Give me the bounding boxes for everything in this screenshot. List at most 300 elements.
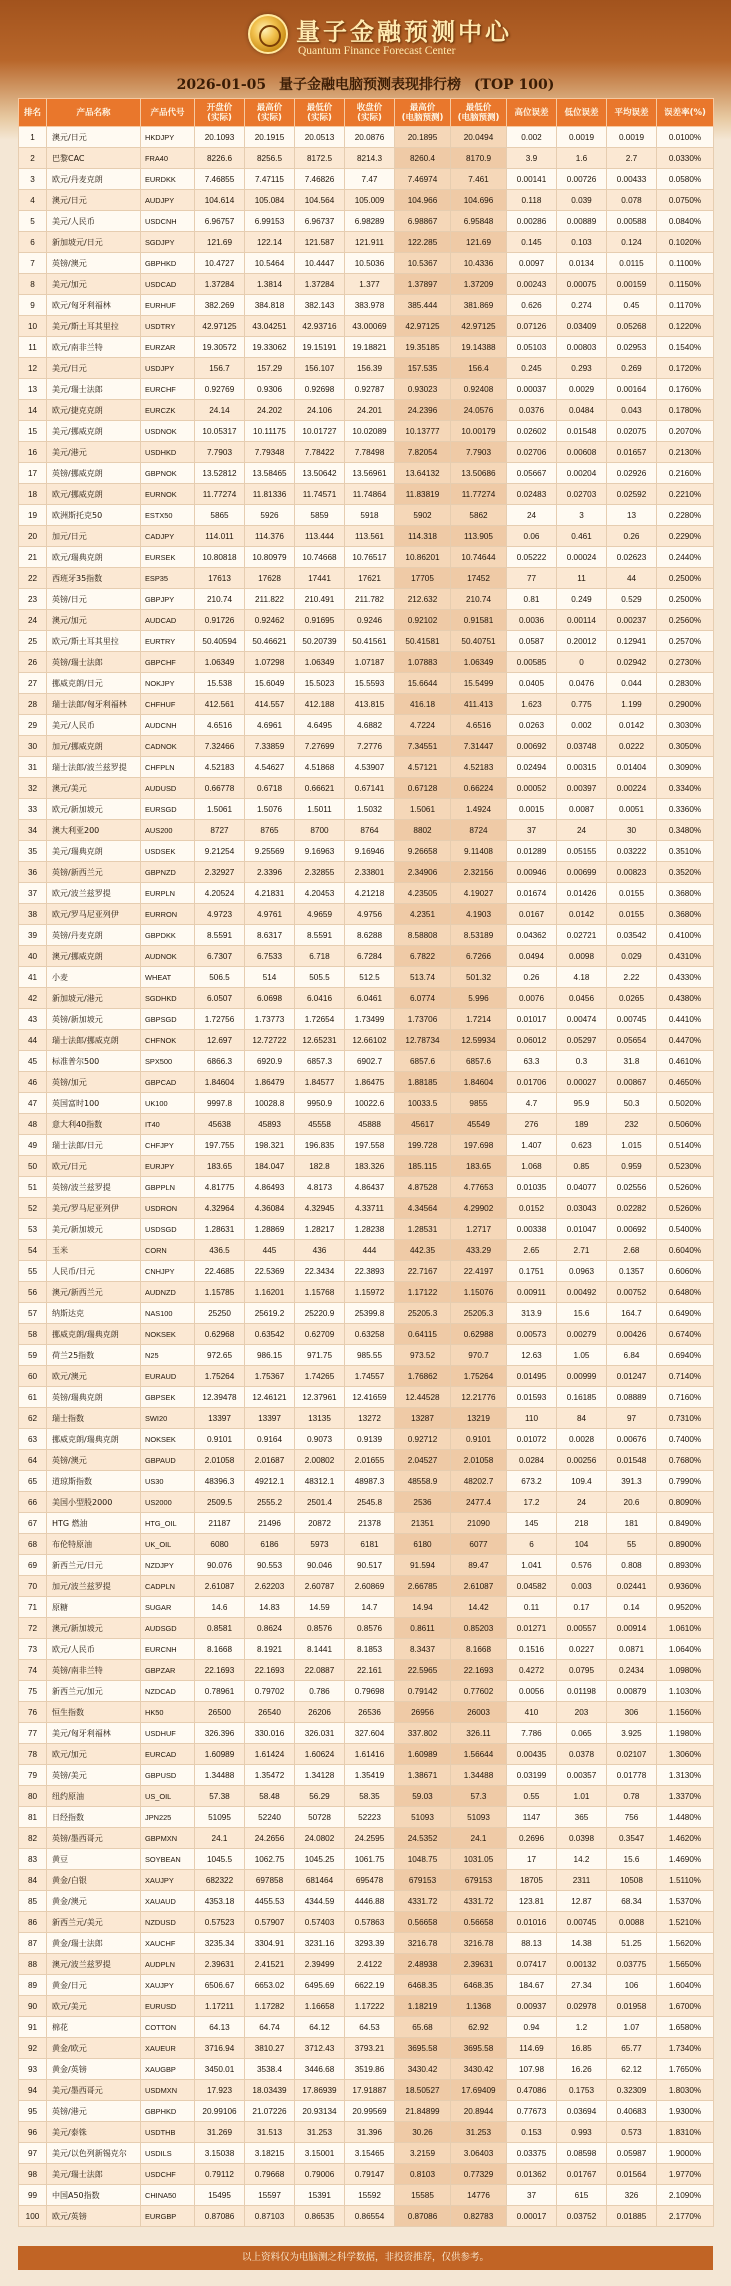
cell-open-price: 114.011	[195, 526, 245, 547]
cell-low-error: 0.00803	[557, 337, 607, 358]
cell-open-price: 4.32964	[195, 1198, 245, 1219]
cell-product-code: ESTX50	[141, 505, 195, 526]
table-body	[19, 127, 714, 2227]
cell-pred-low: 13.50686	[451, 463, 507, 484]
cell-error-rate: 0.3480%	[657, 820, 714, 841]
cell-open-price: 506.5	[195, 967, 245, 988]
table-row	[19, 1975, 714, 1996]
cell-pred-low: 0.66224	[451, 778, 507, 799]
cell-open-price: 8.1668	[195, 1639, 245, 1660]
cell-pred-high: 6.0774	[395, 988, 451, 1009]
cell-pred-high: 0.92102	[395, 610, 451, 631]
cell-pred-low: 1031.05	[451, 1849, 507, 1870]
table-row	[19, 463, 714, 484]
cell-rank: 6	[19, 232, 47, 253]
cell-close-price: 26536	[345, 1702, 395, 1723]
cell-open-price: 3716.94	[195, 2038, 245, 2059]
cell-open-price: 0.87086	[195, 2206, 245, 2227]
cell-rank: 70	[19, 1576, 47, 1597]
cell-error-rate: 0.1150%	[657, 274, 714, 295]
cell-rank: 73	[19, 1639, 47, 1660]
cell-low-error: 0.0134	[557, 253, 607, 274]
cell-high-price: 0.79702	[245, 1681, 295, 1702]
table-row	[19, 1996, 714, 2017]
cell-pred-high: 18.50527	[395, 2080, 451, 2101]
cell-pred-high: 3216.78	[395, 1933, 451, 1954]
cell-pred-high: 114.318	[395, 526, 451, 547]
cell-error-rate: 0.6040%	[657, 1240, 714, 1261]
cell-error-rate: 1.5210%	[657, 1912, 714, 1933]
cell-product-code: NOKJPY	[141, 673, 195, 694]
cell-rank: 89	[19, 1975, 47, 1996]
cell-low-error: 0.249	[557, 589, 607, 610]
cell-high-price: 1.28869	[245, 1219, 295, 1240]
cell-high-error: 114.69	[507, 2038, 557, 2059]
cell-high-error: 0.00243	[507, 274, 557, 295]
cell-product-name: 欧元/罗马尼亚列伊	[47, 904, 141, 925]
cell-pred-low: 45549	[451, 1114, 507, 1135]
cell-low-error: 0.00204	[557, 463, 607, 484]
cell-close-price: 8.6288	[345, 925, 395, 946]
cell-open-price: 15495	[195, 2185, 245, 2206]
cell-avg-error: 10508	[607, 1870, 657, 1891]
cell-rank: 93	[19, 2059, 47, 2080]
cell-high-error: 184.67	[507, 1975, 557, 1996]
cell-error-rate: 0.4470%	[657, 1030, 714, 1051]
cell-product-name: 澳元/挪威克朗	[47, 946, 141, 967]
cell-close-price: 3293.39	[345, 1933, 395, 1954]
cell-low-error: 0.0098	[557, 946, 607, 967]
cell-product-name: 欧洲斯托克50	[47, 505, 141, 526]
cell-high-error: 0.55	[507, 1786, 557, 1807]
cell-pred-high: 24.5352	[395, 1828, 451, 1849]
cell-error-rate: 0.2160%	[657, 463, 714, 484]
cell-close-price: 14.7	[345, 1597, 395, 1618]
cell-product-code: EURRON	[141, 904, 195, 925]
cell-high-error: 0.00017	[507, 2206, 557, 2227]
cell-low-price: 13.50642	[295, 463, 345, 484]
cell-high-price: 1.17282	[245, 1996, 295, 2017]
cell-product-code: GBPNOK	[141, 463, 195, 484]
table-row	[19, 1177, 714, 1198]
ranking-table-container	[18, 98, 713, 2227]
cell-low-price: 156.107	[295, 358, 345, 379]
cell-rank: 75	[19, 1681, 47, 1702]
table-row	[19, 1051, 714, 1072]
cell-pred-high: 8.3437	[395, 1639, 451, 1660]
cell-error-rate: 0.4100%	[657, 925, 714, 946]
cell-high-error: 0.00338	[507, 1219, 557, 1240]
cell-high-error: 0.00435	[507, 1744, 557, 1765]
cell-error-rate: 0.2560%	[657, 610, 714, 631]
cell-avg-error: 2.68	[607, 1240, 657, 1261]
cell-product-name: 黄金/瑞士法郎	[47, 1933, 141, 1954]
cell-high-error: 0.01289	[507, 841, 557, 862]
table-row	[19, 736, 714, 757]
cell-product-code: XAUCHF	[141, 1933, 195, 1954]
cell-high-error: 4.7	[507, 1093, 557, 1114]
cell-open-price: 11.77274	[195, 484, 245, 505]
cell-error-rate: 0.6480%	[657, 1282, 714, 1303]
cell-high-price: 0.57907	[245, 1912, 295, 1933]
cell-pred-high: 1.5061	[395, 799, 451, 820]
cell-pred-low: 3216.78	[451, 1933, 507, 1954]
cell-open-price: 156.7	[195, 358, 245, 379]
cell-high-price: 8765	[245, 820, 295, 841]
cell-pred-high: 2536	[395, 1492, 451, 1513]
table-row	[19, 169, 714, 190]
cell-rank: 45	[19, 1051, 47, 1072]
cell-low-error: 0.01198	[557, 1681, 607, 1702]
cell-open-price: 9.21254	[195, 841, 245, 862]
cell-open-price: 10.4727	[195, 253, 245, 274]
cell-product-code: USDSEK	[141, 841, 195, 862]
cell-high-error: 0.00911	[507, 1282, 557, 1303]
cell-product-code: COTTON	[141, 2017, 195, 2038]
cell-open-price: 4.81775	[195, 1177, 245, 1198]
cell-low-error: 0.20012	[557, 631, 607, 652]
cell-high-error: 2.65	[507, 1240, 557, 1261]
cell-error-rate: 0.3090%	[657, 757, 714, 778]
cell-high-error: 0.01593	[507, 1387, 557, 1408]
cell-error-rate: 0.5230%	[657, 1156, 714, 1177]
cell-close-price: 20.0876	[345, 127, 395, 148]
table-row	[19, 631, 714, 652]
cell-open-price: 24.14	[195, 400, 245, 421]
table-row	[19, 526, 714, 547]
cell-product-code: NAS100	[141, 1303, 195, 1324]
cell-low-price: 4.20453	[295, 883, 345, 904]
cell-error-rate: 0.5140%	[657, 1135, 714, 1156]
cell-avg-error: 0.0265	[607, 988, 657, 1009]
cell-open-price: 31.269	[195, 2122, 245, 2143]
cell-high-error: 0.145	[507, 232, 557, 253]
cell-pred-high: 2.04527	[395, 1450, 451, 1471]
cell-high-error: 0.06	[507, 526, 557, 547]
cell-low-price: 436	[295, 1240, 345, 1261]
cell-error-rate: 0.0580%	[657, 169, 714, 190]
cell-rank: 29	[19, 715, 47, 736]
cell-pred-low: 31.253	[451, 2122, 507, 2143]
cell-close-price: 20.99569	[345, 2101, 395, 2122]
cell-pred-high: 1.37897	[395, 274, 451, 295]
cell-error-rate: 1.0640%	[657, 1639, 714, 1660]
cell-pred-low: 42.97125	[451, 316, 507, 337]
cell-open-price: 17613	[195, 568, 245, 589]
cell-product-code: SGDJPY	[141, 232, 195, 253]
cell-open-price: 3.15038	[195, 2143, 245, 2164]
cell-pred-high: 0.67128	[395, 778, 451, 799]
cell-error-rate: 1.9000%	[657, 2143, 714, 2164]
cell-low-price: 24.106	[295, 400, 345, 421]
table-row	[19, 1870, 714, 1891]
cell-product-code: WHEAT	[141, 967, 195, 988]
cell-avg-error: 0.808	[607, 1555, 657, 1576]
cell-pred-high: 104.966	[395, 190, 451, 211]
cell-rank: 85	[19, 1891, 47, 1912]
cell-low-error: 24	[557, 1492, 607, 1513]
cell-high-price: 697858	[245, 1870, 295, 1891]
cell-low-price: 412.188	[295, 694, 345, 715]
cell-pred-low: 0.91581	[451, 610, 507, 631]
cell-avg-error: 391.3	[607, 1471, 657, 1492]
table-row	[19, 442, 714, 463]
cell-pred-high: 0.93023	[395, 379, 451, 400]
table-row	[19, 1534, 714, 1555]
table-row	[19, 295, 714, 316]
cell-avg-error: 0.0871	[607, 1639, 657, 1660]
cell-error-rate: 1.6040%	[657, 1975, 714, 1996]
cell-low-error: 0	[557, 652, 607, 673]
cell-error-rate: 1.5650%	[657, 1954, 714, 1975]
cell-rank: 97	[19, 2143, 47, 2164]
cell-avg-error: 0.01564	[607, 2164, 657, 2185]
cell-avg-error: 0.0155	[607, 883, 657, 904]
cell-product-name: 澳元/新加坡元	[47, 1618, 141, 1639]
cell-high-error: 0.0376	[507, 400, 557, 421]
cell-low-error: 4.18	[557, 967, 607, 988]
cell-low-error: 16.85	[557, 2038, 607, 2059]
cell-error-rate: 0.2280%	[657, 505, 714, 526]
cell-low-price: 9950.9	[295, 1093, 345, 1114]
cell-open-price: 10.80818	[195, 547, 245, 568]
cell-low-price: 56.29	[295, 1786, 345, 1807]
cell-avg-error: 106	[607, 1975, 657, 1996]
title-text: 量子金融电脑预测表现排行榜	[279, 77, 462, 93]
cell-open-price: 1.28631	[195, 1219, 245, 1240]
cell-high-error: 0.0263	[507, 715, 557, 736]
cell-product-code: CADPLN	[141, 1576, 195, 1597]
cell-error-rate: 1.3060%	[657, 1744, 714, 1765]
table-row	[19, 988, 714, 1009]
table-row	[19, 1198, 714, 1219]
cell-low-error: 0.05155	[557, 841, 607, 862]
cell-avg-error: 756	[607, 1807, 657, 1828]
cell-product-name: 欧元/斯土耳其里拉	[47, 631, 141, 652]
cell-low-error: 0.00315	[557, 757, 607, 778]
cell-low-price: 4.8173	[295, 1177, 345, 1198]
cell-low-error: 0.576	[557, 1555, 607, 1576]
cell-pred-low: 4.77653	[451, 1177, 507, 1198]
cell-high-price: 0.79668	[245, 2164, 295, 2185]
cell-avg-error: 44	[607, 568, 657, 589]
cell-rank: 24	[19, 610, 47, 631]
cell-product-name: 英镑/澳元	[47, 253, 141, 274]
cell-pred-low: 104.696	[451, 190, 507, 211]
cell-close-price: 4.9756	[345, 904, 395, 925]
cell-pred-high: 13.64132	[395, 463, 451, 484]
cell-high-error: 3.9	[507, 148, 557, 169]
cell-product-code: EURHUF	[141, 295, 195, 316]
cell-low-price: 1.06349	[295, 652, 345, 673]
cell-low-price: 1.28217	[295, 1219, 345, 1240]
cell-close-price: 6.98289	[345, 211, 395, 232]
cell-low-price: 6857.3	[295, 1051, 345, 1072]
cell-close-price: 64.53	[345, 2017, 395, 2038]
cell-low-error: 0.04077	[557, 1177, 607, 1198]
cell-error-rate: 1.0980%	[657, 1660, 714, 1681]
cell-avg-error: 50.3	[607, 1093, 657, 1114]
cell-avg-error: 0.3547	[607, 1828, 657, 1849]
cell-open-price: 57.38	[195, 1786, 245, 1807]
cell-product-name: 欧元/波兰兹罗提	[47, 883, 141, 904]
cell-close-price: 52223	[345, 1807, 395, 1828]
cell-high-error: 0.01016	[507, 1912, 557, 1933]
cell-rank: 12	[19, 358, 47, 379]
cell-low-price: 1.60624	[295, 1744, 345, 1765]
cell-low-price: 50.20739	[295, 631, 345, 652]
cell-product-name: 加元/挪威克朗	[47, 736, 141, 757]
table-row	[19, 778, 714, 799]
cell-product-code: CHFHUF	[141, 694, 195, 715]
cell-pred-high: 6468.35	[395, 1975, 451, 1996]
cell-product-code: EURCNH	[141, 1639, 195, 1660]
table-row	[19, 1282, 714, 1303]
cell-low-error: 0.103	[557, 232, 607, 253]
cell-low-error: 0.0378	[557, 1744, 607, 1765]
cell-rank: 87	[19, 1933, 47, 1954]
column-header-avg-error: 平均误差	[607, 99, 657, 127]
cell-product-code: HKDJPY	[141, 127, 195, 148]
cell-product-code: EURUSD	[141, 1996, 195, 2017]
cell-pred-high: 7.34551	[395, 736, 451, 757]
cell-high-error: 0.0076	[507, 988, 557, 1009]
cell-high-error: 0.81	[507, 589, 557, 610]
cell-low-error: 0.0484	[557, 400, 607, 421]
cell-low-error: 0.0227	[557, 1639, 607, 1660]
cell-high-error: 0.05667	[507, 463, 557, 484]
cell-high-error: 110	[507, 1408, 557, 1429]
cell-pred-high: 1.60989	[395, 1744, 451, 1765]
cell-close-price: 1.5032	[345, 799, 395, 820]
cell-product-name: HTG 燃油	[47, 1513, 141, 1534]
cell-rank: 53	[19, 1219, 47, 1240]
cell-high-price: 17628	[245, 568, 295, 589]
table-row	[19, 1639, 714, 1660]
cell-error-rate: 0.8930%	[657, 1555, 714, 1576]
cell-low-price: 19.15191	[295, 337, 345, 358]
cell-rank: 69	[19, 1555, 47, 1576]
cell-error-rate: 1.1980%	[657, 1723, 714, 1744]
cell-pred-high: 24.2396	[395, 400, 451, 421]
cell-pred-high: 6.98867	[395, 211, 451, 232]
cell-pred-high: 12.44528	[395, 1387, 451, 1408]
cell-pred-low: 6468.35	[451, 1975, 507, 1996]
cell-open-price: 4.6516	[195, 715, 245, 736]
cell-avg-error: 2.7	[607, 148, 657, 169]
cell-high-price: 1.3814	[245, 274, 295, 295]
cell-close-price: 6181	[345, 1534, 395, 1555]
cell-open-price: 7.7903	[195, 442, 245, 463]
cell-pred-high: 4.2351	[395, 904, 451, 925]
cell-avg-error: 0.02282	[607, 1198, 657, 1219]
cell-product-name: 欧元/加元	[47, 1744, 141, 1765]
cell-error-rate: 1.6700%	[657, 1996, 714, 2017]
cell-product-name: 英镑/墨西哥元	[47, 1828, 141, 1849]
cell-high-price: 19.33062	[245, 337, 295, 358]
cell-product-code: ESP35	[141, 568, 195, 589]
cell-low-error: 16.26	[557, 2059, 607, 2080]
cell-high-price: 43.04251	[245, 316, 295, 337]
cell-open-price: 90.076	[195, 1555, 245, 1576]
cell-avg-error: 0.00745	[607, 1009, 657, 1030]
cell-product-name: 玉米	[47, 1240, 141, 1261]
cell-pred-high: 65.68	[395, 2017, 451, 2038]
cell-low-error: 1.2	[557, 2017, 607, 2038]
cell-open-price: 4.52183	[195, 757, 245, 778]
cell-pred-low: 3430.42	[451, 2059, 507, 2080]
cell-pred-high: 15.6644	[395, 673, 451, 694]
cell-error-rate: 0.3050%	[657, 736, 714, 757]
cell-avg-error: 0.01247	[607, 1366, 657, 1387]
cell-product-name: 荷兰25指数	[47, 1345, 141, 1366]
cell-high-price: 14.83	[245, 1597, 295, 1618]
cell-rank: 21	[19, 547, 47, 568]
cell-avg-error: 0.14	[607, 1597, 657, 1618]
cell-close-price: 3.15465	[345, 2143, 395, 2164]
cell-rank: 25	[19, 631, 47, 652]
cell-product-code: GBPPLN	[141, 1177, 195, 1198]
cell-close-price: 3793.21	[345, 2038, 395, 2059]
table-row	[19, 610, 714, 631]
cell-avg-error: 0.00224	[607, 778, 657, 799]
cell-high-price: 18.03439	[245, 2080, 295, 2101]
table-row	[19, 1135, 714, 1156]
page-title	[0, 74, 731, 94]
cell-close-price: 9.16946	[345, 841, 395, 862]
table-row	[19, 1303, 714, 1324]
cell-close-price: 4.21218	[345, 883, 395, 904]
cell-rank: 37	[19, 883, 47, 904]
cell-product-name: 挪威克朗/瑞典克朗	[47, 1324, 141, 1345]
cell-low-error: 2.71	[557, 1240, 607, 1261]
cell-avg-error: 30	[607, 820, 657, 841]
cell-high-price: 21.07226	[245, 2101, 295, 2122]
cell-pred-high: 50.41581	[395, 631, 451, 652]
cell-error-rate: 0.9520%	[657, 1597, 714, 1618]
cell-low-price: 25220.9	[295, 1303, 345, 1324]
cell-avg-error: 0.00433	[607, 169, 657, 190]
table-row	[19, 1114, 714, 1135]
cell-rank: 28	[19, 694, 47, 715]
cell-high-error: 0.02602	[507, 421, 557, 442]
cell-close-price: 1.86475	[345, 1072, 395, 1093]
cell-close-price: 10.76517	[345, 547, 395, 568]
cell-high-price: 1.07298	[245, 652, 295, 673]
cell-pred-high: 7.46974	[395, 169, 451, 190]
cell-open-price: 26500	[195, 1702, 245, 1723]
cell-avg-error: 65.77	[607, 2038, 657, 2059]
cell-open-price: 412.561	[195, 694, 245, 715]
cell-pred-low: 51093	[451, 1807, 507, 1828]
cell-high-error: 0.00937	[507, 1996, 557, 2017]
cell-product-code: USDNOK	[141, 421, 195, 442]
cell-high-error: 0.94	[507, 2017, 557, 2038]
cell-pred-low: 8.53189	[451, 925, 507, 946]
cell-open-price: 0.92769	[195, 379, 245, 400]
cell-pred-low: 9855	[451, 1093, 507, 1114]
cell-low-price: 6.96737	[295, 211, 345, 232]
cell-high-error: 0.06012	[507, 1030, 557, 1051]
cell-high-price: 198.321	[245, 1135, 295, 1156]
cell-low-error: 0.0028	[557, 1429, 607, 1450]
cell-low-error: 0.85	[557, 1156, 607, 1177]
cell-open-price: 1.17211	[195, 1996, 245, 2017]
cell-low-price: 22.3434	[295, 1261, 345, 1282]
cell-product-code: NZDUSD	[141, 1912, 195, 1933]
cell-high-price: 105.084	[245, 190, 295, 211]
cell-high-error: 0.0152	[507, 1198, 557, 1219]
